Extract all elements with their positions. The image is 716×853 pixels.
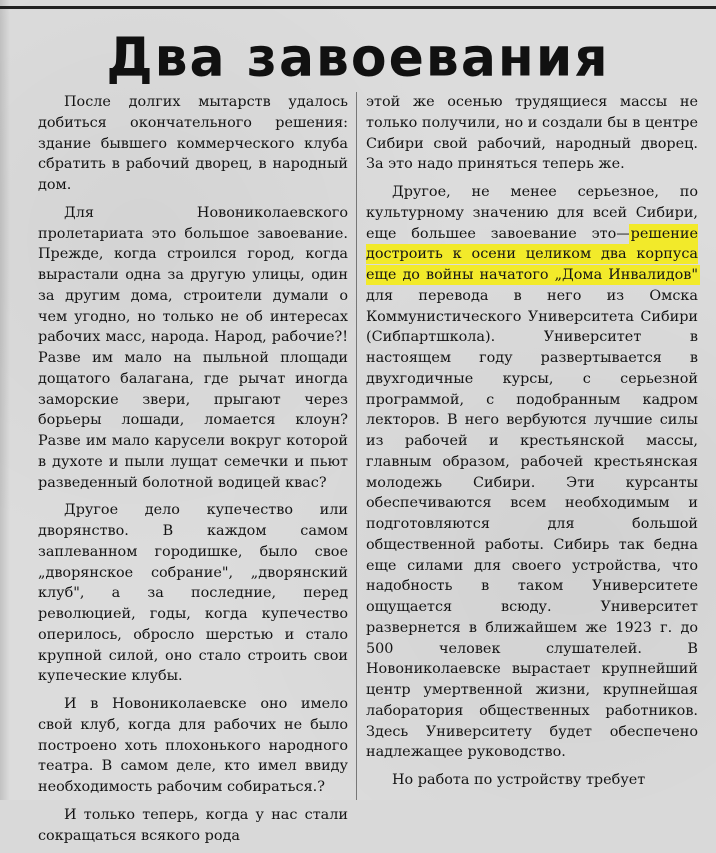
paragraph: И только теперь, когда у нас стали сокращаться всякого рода — [38, 806, 348, 844]
paragraph: Но работа по устройству требует — [392, 772, 646, 788]
paragraph — [366, 182, 698, 763]
right-column — [366, 92, 698, 798]
left-column — [38, 92, 348, 853]
article-title: Два завоевания — [106, 27, 610, 89]
top-rule — [0, 6, 716, 9]
paragraph-text: Другое, не менее серьезное, по культурному значению для всей Сибири, еще большее завоевание это— — [366, 184, 698, 242]
paragraph: этой же осенью трудящиеся массы не только получили, но и создали бы в центре Сибири свой рабочий, народный дворец. За это надо приняться теперь же. — [366, 94, 698, 173]
paragraph: После долгих мытарств удалось добиться окончательного решения: здание бывшего коммерческого клуба сбратить в рабочий дворец, в народный дом. — [38, 94, 348, 193]
paragraph-text: для перевода в него из Омска Коммунистического Университета Сибири (Сибпартшкола). Университет в настоящем году развертывается в двухгодичные курсы, с серьезной программой, с подобранным кадром лекторов. В него вербуются лучшие силы из рабочей и крестьянской массы, главным образом, рабочей крестьянская молодежь Сибири. Эти курсанты обеспечиваются всем необходимым и подготовляются для большой общественной работы. Сибирь так бедна еще силами для своего устройства, что надобность в таком Университете ощущается всюду. Университет развернется в ближайшем же 1923 г. до 500 человек слушателей. В Новониколаевске вырастает крупнейший центр умертвенной жизни, крупнейшая лаборатория общественных работников. Здесь Университету будет обеспечено надлежащее руководство. — [366, 287, 698, 761]
column-divider — [356, 92, 357, 800]
page-edge-shadow — [0, 0, 10, 800]
paragraph: И в Новониколаевске оно имело свой клуб, когда для рабочих не было построено хоть плохонького народного театра. В самом деле, кто имел ввиду необходимость рабочим собираться.? — [38, 696, 348, 795]
highlighted-text: решение достроить к осени целиком два корпуса еще до войны начатого „Дома Инвалидов" — [366, 225, 698, 283]
paragraph: Другое дело купечество или дворянство. В каждом самом заплеванном городишке, было свое „дворянское собрание", „дворянский клуб", а за последние, перед революцией, годы, когда купечество оперилось, обросло шерстью и стало крупной силой, оно стало строить свои купеческие клубы. — [38, 502, 348, 685]
paragraph: Для Новониколаевского пролетариата это большое завоевание. Прежде, когда строился город, когда вырастали одна за другую улицы, один за другим дома, строители думали о чем угодно, но только не об интересах рабочих масс, народа. Народ, рабочие?! Разве им мало на пыльной площади дощатого балагана, где рычат иногда заморские звери, прыгают через борьеры лошади, ломается клоун? Разве им мало карусели вокруг которой в духоте и пыли лущат семечки и пьют разведенный болотной водицей квас? — [38, 204, 348, 491]
